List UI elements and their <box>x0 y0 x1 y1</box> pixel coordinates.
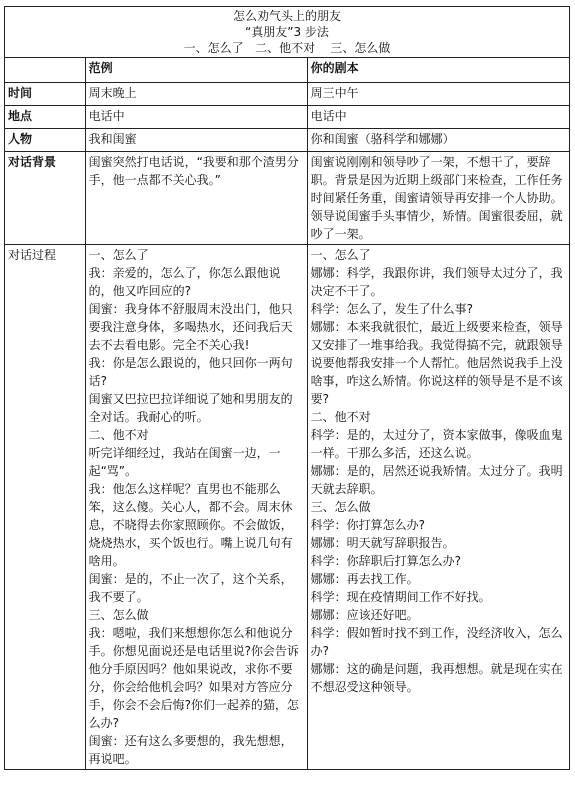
cell-place-script: 电话中 <box>307 106 569 129</box>
cell-time-example: 周末晚上 <box>85 83 307 106</box>
dialogue-line: 科学：你辞职后打算怎么办? <box>310 554 461 568</box>
dialogue-line: 闺蜜又巴拉巴拉详细说了她和男朋友的全对话。我耐心的听。 <box>88 392 293 424</box>
cell-people-example: 我和闺蜜 <box>85 129 307 152</box>
dialogue-line: 我：嗯啦，我们来想想你怎么和他说分手。你想见面说还是电话里说?你会告诉他分手原因吗？他如果说改，求你不要分，你会给他机会吗？如果对方答应分手，你会不会后悔?你们一起养的猫，怎么办? <box>88 626 299 730</box>
table-row-dialogue <box>5 245 570 770</box>
cell-time-script: 周三中午 <box>307 83 569 106</box>
doc-steps: 一、怎么了 二、他不对 三、怎么做 <box>183 41 391 55</box>
header-row <box>5 7 570 58</box>
dialogue-line: 我：你是怎么跟说的，他只回你一两句话? <box>88 356 293 388</box>
dialogue-line: 二、他不对 <box>88 428 149 442</box>
dialogue-line: 三、怎么做 <box>88 608 149 622</box>
row-label-people: 人物 <box>5 129 86 152</box>
cell-place-example: 电话中 <box>85 106 307 129</box>
script-table <box>4 6 570 770</box>
dialogue-line: 闺蜜：我身体不舒服周末没出门，他只要我注意身体，多喝热水，还问我后天去不去看电影。完全不关心我! <box>88 302 293 352</box>
dialogue-line: 科学：怎么了，发生了什么事? <box>310 302 473 316</box>
column-header-row <box>5 58 570 83</box>
dialogue-line: 娜娜：本来我就很忙，最近上级要来检查，领导又安排了一堆事给我。我觉得搞不完，就跟领导说要他帮我安排一个人帮忙。他居然说我手上没啥事，咋这么矫情。你说这样的领导是不是不该要? <box>310 320 563 406</box>
dialogue-line: 闺蜜：是的，不止一次了，这个关系，我不要了。 <box>88 572 293 604</box>
dialogue-line: 娜娜：明天就写辞职报告。 <box>310 536 455 550</box>
row-label-time: 时间 <box>5 83 86 106</box>
dialogue-line: 闺蜜：还有这么多要想的，我先想想，再说吧。 <box>88 734 293 766</box>
dialogue-line: 一、怎么了 <box>310 248 371 262</box>
dialogue-line: 娜娜：科学，我跟你讲，我们领导太过分了，我决定不干了。 <box>310 266 563 298</box>
column-header-script: 你的剧本 <box>307 58 569 83</box>
cell-dialogue-script <box>307 245 569 770</box>
corner-cell <box>5 58 86 83</box>
row-label-background: 对话背景 <box>5 152 86 245</box>
dialogue-line: 二、他不对 <box>310 410 371 424</box>
dialogue-line: 娜娜：再去找工作。 <box>310 572 419 586</box>
dialogue-line: 娜娜：是的，居然还说我矫情。太过分了。我明天就去辞职。 <box>310 464 563 496</box>
table-row-place <box>5 106 570 129</box>
dialogue-line: 科学：你打算怎么办? <box>310 518 425 532</box>
dialogue-line: 三、怎么做 <box>310 500 371 514</box>
dialogue-line: 听完详细经过，我站在闺蜜一边，一起“骂”。 <box>88 446 281 478</box>
dialogue-line: 我：亲爱的，怎么了，你怎么跟他说的，他又咋回应的? <box>88 266 281 298</box>
dialogue-line: 科学：假如暂时找不到工作，没经济收入，怎么办? <box>310 626 563 658</box>
table-row-background <box>5 152 570 245</box>
column-header-example: 范例 <box>85 58 307 83</box>
table-row-people <box>5 129 570 152</box>
row-label-dialogue: 对话过程 <box>5 245 86 770</box>
table-row-time <box>5 83 570 106</box>
dialogue-line: 娜娜：这的确是问题，我再想想。就是现在实在不想忍受这种领导。 <box>310 662 563 694</box>
doc-subtitle: “真朋友”3 步法 <box>245 25 329 39</box>
dialogue-line: 一、怎么了 <box>88 248 149 262</box>
header-cell <box>5 7 570 58</box>
cell-background-example: 闺蜜突然打电话说，“我要和那个渣男分手，他一点都不关心我。” <box>85 152 307 245</box>
dialogue-line: 我：他怎么这样呢？直男也不能那么笨，这么傻。关心人，都不会。周末休息，不晓得去你家照顾你。不会做饭，烧烧热水，买个饭也行。嘴上说几句有啥用。 <box>88 482 293 568</box>
row-label-place: 地点 <box>5 106 86 129</box>
dialogue-line: 科学：现在疫情期间工作不好找。 <box>310 590 491 604</box>
cell-dialogue-example <box>85 245 307 770</box>
dialogue-line: 娜娜：应该还好吧。 <box>310 608 419 622</box>
cell-background-script: 闺蜜说刚刚和领导吵了一架，不想干了，要辞职。背景是因为近期上级部门来检查，工作任务时间紧任务重，闺蜜请领导再安排一个人协助。领导说闺蜜手头事情少，矫情。闺蜜很委屈，就吵了一架。 <box>307 152 569 245</box>
cell-people-script: 你和闺蜜（骆科学和娜娜） <box>307 129 569 152</box>
dialogue-line: 科学：是的，太过分了，资本家做事，像吸血鬼一样。干那么多活，还这么说。 <box>310 428 563 460</box>
doc-title: 怎么劝气头上的朋友 <box>232 9 341 23</box>
